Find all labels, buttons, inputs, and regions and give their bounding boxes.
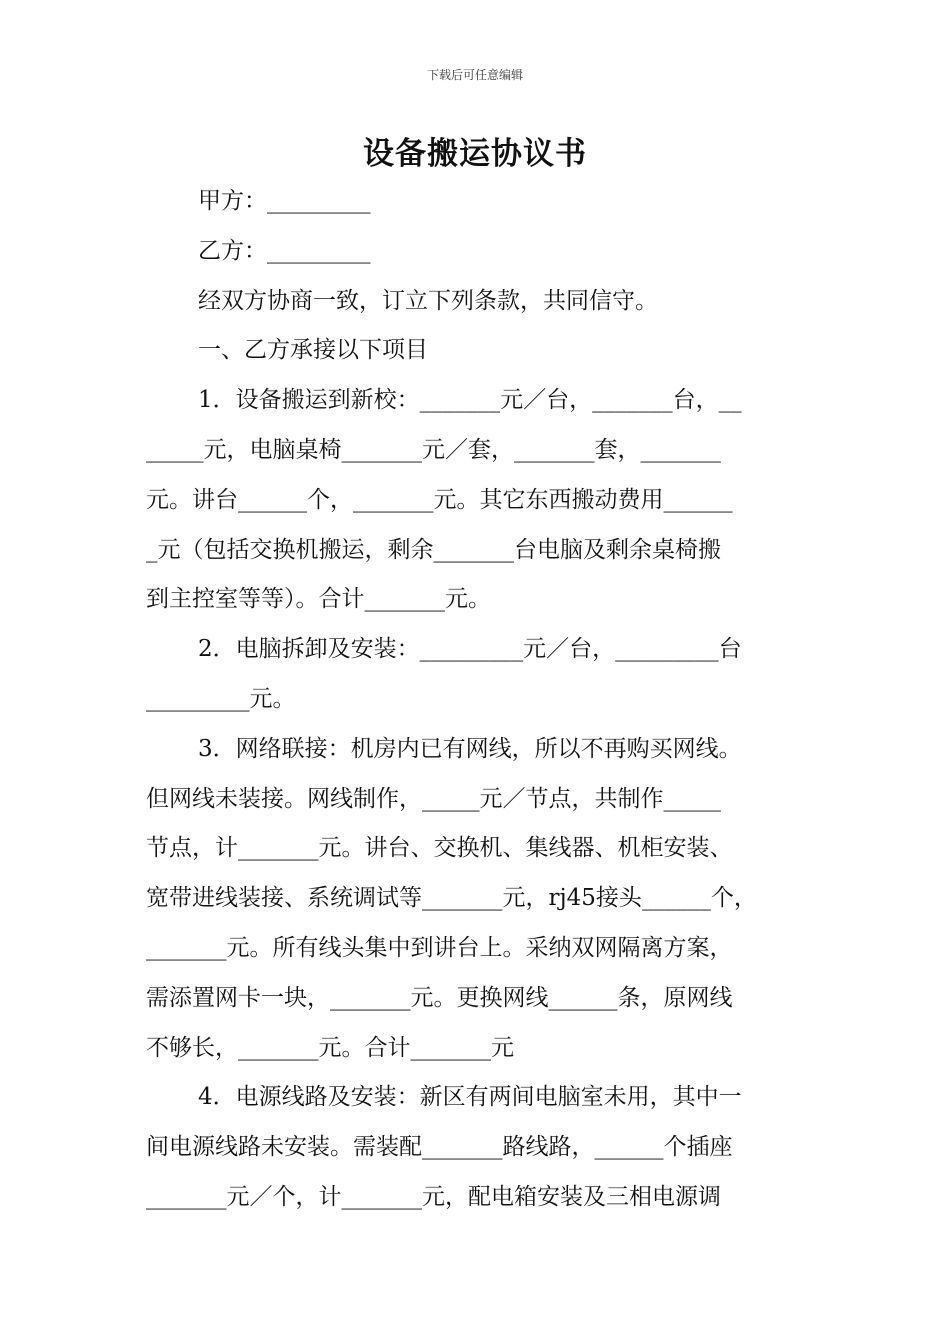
clause-4-line: _______元／个，计_______元，配电箱安装及三相电源调	[146, 1183, 721, 1210]
clause-4-line: 间电源线路未安装。需装配_______路线路，______个插座	[146, 1134, 733, 1161]
clause-3-line: 节点，计_______元。讲台、交换机、集线器、机柜安装、	[146, 835, 733, 862]
party-b-line: 乙方：_________	[198, 237, 371, 264]
document-title: 设备搬运协议书	[363, 136, 587, 172]
clause-3-line: 3．网络联接：机房内已有网线，所以不再购买网线。	[198, 735, 742, 762]
clause-2-line: _________元。	[146, 685, 296, 712]
intro-paragraph: 经双方协商一致，订立下列条款，共同信守。	[198, 287, 658, 314]
clause-1-line: _____元，电脑桌椅_______元／套，_______套，_______	[146, 436, 721, 463]
clause-2-line: 2．电脑拆卸及安装：_________元／台，_________台	[198, 636, 742, 663]
header-note: 下载后可任意编辑	[426, 68, 523, 82]
clause-3-line: 需添置网卡一块，_______元。更换网线______条，原网线	[146, 984, 733, 1011]
clause-1-line: 1．设备搬运到新校：_______元／台，_______台，__	[198, 387, 742, 414]
clause-3-line: _______元。所有线头集中到讲台上。采纳双网隔离方案，	[146, 934, 733, 961]
clause-1-line: 到主控室等等）。合计_______元。	[146, 586, 491, 613]
clause-3-line: 但网线未装接。网线制作，_____元／节点，共制作_____	[146, 785, 721, 812]
document-body	[146, 177, 826, 1223]
clause-1-line: 元。讲台______个，_______元。其它东西搬动费用______	[146, 486, 733, 513]
clause-3-line: 宽带进线装接、系统调试等_______元，rj45接头______个，	[146, 885, 757, 912]
clause-3-line: 不够长，_______元。合计_______元	[146, 1034, 514, 1061]
section-heading: 一、乙方承接以下项目	[198, 337, 428, 364]
clause-4-line: 4．电源线路及安装：新区有两间电脑室未用，其中一	[198, 1084, 742, 1111]
party-a-line: 甲方：_________	[198, 188, 371, 214]
clause-1-line: _元（包括交换机搬运，剩余_______台电脑及剩余桌椅搬	[146, 536, 721, 563]
